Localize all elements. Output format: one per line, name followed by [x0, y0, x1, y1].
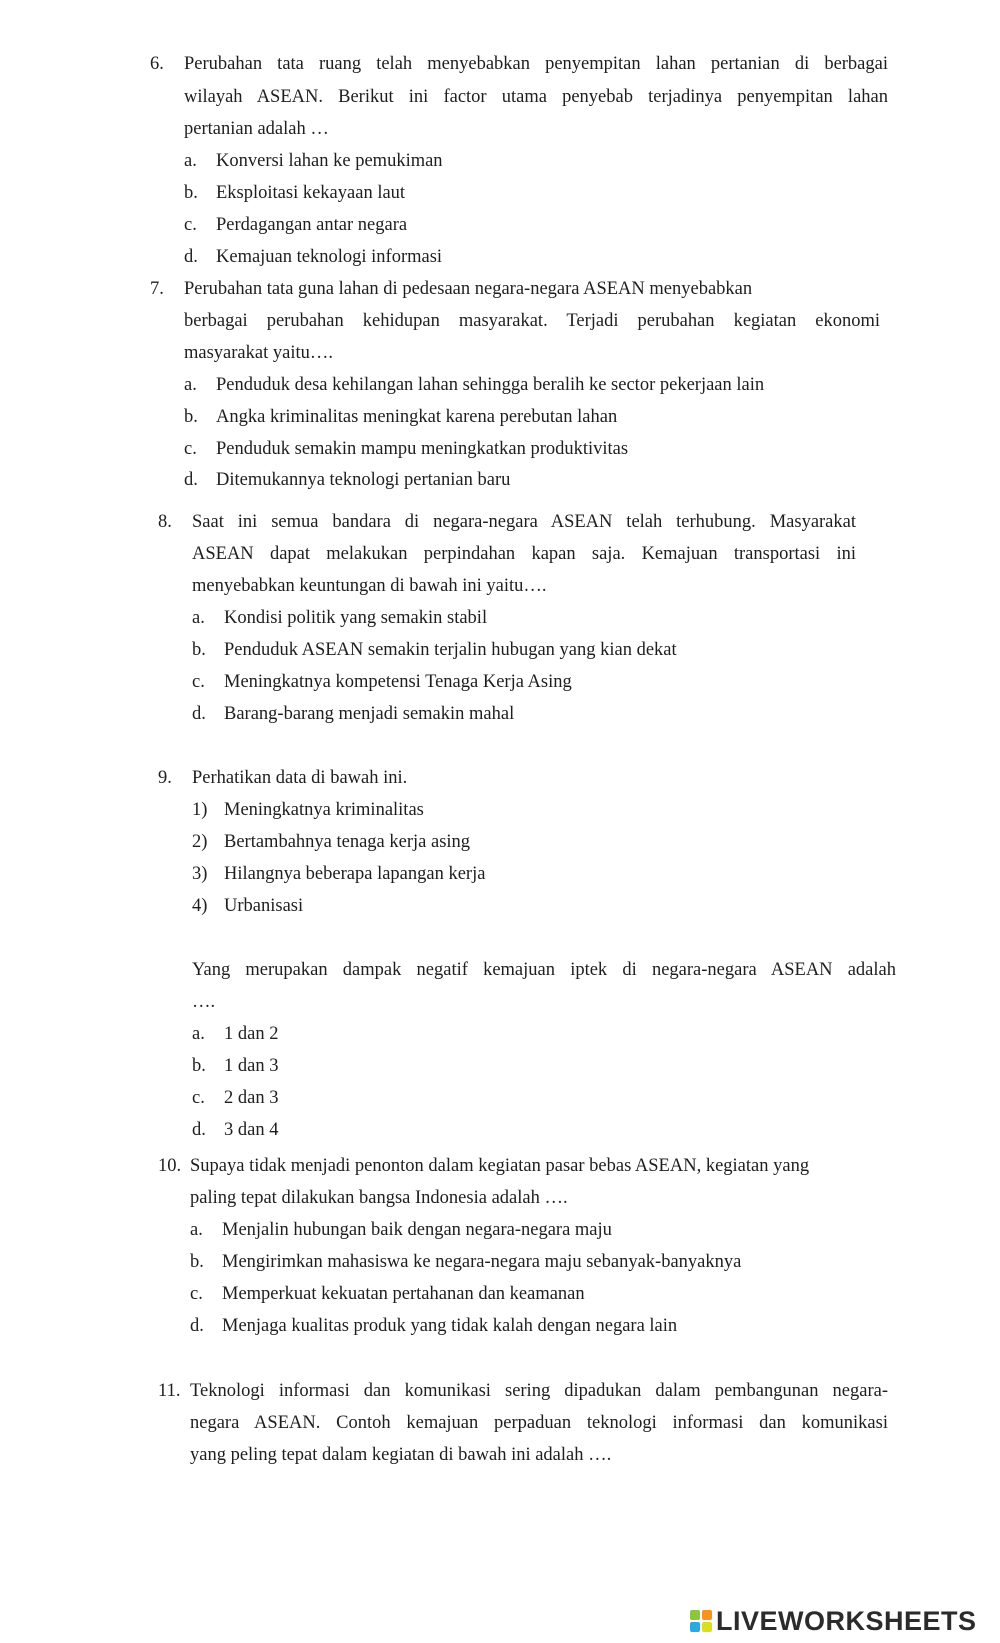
logo-square — [690, 1610, 700, 1620]
question-stem-line: ASEAN dapat melakukan perpindahan kapan saja. Kemajuan transportasi ini — [192, 544, 856, 564]
logo-square — [702, 1610, 712, 1620]
answer-option[interactable]: Penduduk ASEAN semakin terjalin hubugan yang kian dekat — [224, 640, 677, 660]
question-stem-line: Perubahan tata ruang telah menyebabkan penyempitan lahan pertanian di berbagai — [184, 54, 888, 74]
question-stem-line: Saat ini semua bandara di negara-negara ASEAN telah terhubung. Masyarakat — [192, 512, 856, 532]
logo-square — [690, 1622, 700, 1632]
question-stem-line: Yang merupakan dampak negatif kemajuan iptek di negara-negara ASEAN adalah — [192, 960, 896, 980]
option-letter: b. — [192, 640, 206, 660]
question-stem-line: pertanian adalah … — [184, 119, 329, 139]
data-item-number: 3) — [192, 864, 208, 884]
question-number: 7. — [150, 279, 164, 299]
data-item-number: 1) — [192, 800, 208, 820]
question-stem-line: Perubahan tata guna lahan di pedesaan negara-negara ASEAN menyebabkan — [184, 279, 753, 299]
question-stem-line: menyebabkan keuntungan di bawah ini yaitu…. — [192, 576, 547, 596]
question-number: 8. — [158, 512, 172, 532]
answer-option[interactable]: Eksploitasi kekayaan laut — [216, 183, 406, 203]
option-letter: c. — [184, 439, 197, 459]
option-letter: a. — [192, 608, 205, 628]
answer-option[interactable]: Penduduk desa kehilangan lahan sehingga beralih ke sector pekerjaan lain — [216, 375, 765, 395]
answer-option[interactable]: Meningkatnya kompetensi Tenaga Kerja Asing — [224, 672, 572, 692]
option-letter: a. — [184, 151, 197, 171]
option-letter: a. — [190, 1220, 203, 1240]
option-letter: c. — [192, 672, 205, 692]
data-item: Urbanisasi — [224, 896, 304, 916]
data-item: Meningkatnya kriminalitas — [224, 800, 424, 820]
question-stem-line: negara ASEAN. Contoh kemajuan perpaduan teknologi informasi dan komunikasi — [190, 1413, 888, 1433]
answer-option[interactable]: Penduduk semakin mampu meningkatkan produktivitas — [216, 439, 629, 459]
answer-option[interactable]: 1 dan 2 — [224, 1024, 279, 1044]
question-stem-line: …. — [192, 992, 216, 1012]
option-letter: a. — [192, 1024, 205, 1044]
answer-option[interactable]: 1 dan 3 — [224, 1056, 279, 1076]
question-number: 10. — [158, 1156, 182, 1176]
question-stem-line: berbagai perubahan kehidupan masyarakat. Terjadi perubahan kegiatan ekonomi — [184, 311, 880, 331]
option-letter: b. — [192, 1056, 206, 1076]
logo-square — [702, 1622, 712, 1632]
answer-option[interactable]: Konversi lahan ke pemukiman — [216, 151, 443, 171]
question-stem-line: Supaya tidak menjadi penonton dalam kegiatan pasar bebas ASEAN, kegiatan yang — [190, 1156, 810, 1176]
option-letter: b. — [190, 1252, 204, 1272]
question-stem-line: wilayah ASEAN. Berikut ini factor utama penyebab terjadinya penyempitan lahan — [184, 87, 888, 107]
liveworksheets-watermark — [690, 1606, 977, 1636]
option-letter: d. — [184, 247, 198, 267]
data-item-number: 4) — [192, 896, 208, 916]
question-stem-line: paling tepat dilakukan bangsa Indonesia adalah …. — [190, 1188, 568, 1208]
answer-option[interactable]: Barang-barang menjadi semakin mahal — [224, 704, 515, 724]
answer-option[interactable]: Memperkuat kekuatan pertahanan dan keamanan — [222, 1284, 585, 1304]
answer-option[interactable]: 3 dan 4 — [224, 1120, 279, 1140]
question-number: 11. — [158, 1381, 181, 1401]
question-stem-line: Teknologi informasi dan komunikasi sering dipadukan dalam pembangunan negara- — [190, 1381, 888, 1401]
question-number: 6. — [150, 54, 164, 74]
option-letter: c. — [184, 215, 197, 235]
option-letter: c. — [190, 1284, 203, 1304]
option-letter: d. — [192, 1120, 206, 1140]
question-stem-line: yang peling tepat dalam kegiatan di bawah ini adalah …. — [190, 1445, 612, 1465]
answer-option[interactable]: 2 dan 3 — [224, 1088, 279, 1108]
option-letter: b. — [184, 183, 198, 203]
answer-option[interactable]: Mengirimkan mahasiswa ke negara-negara maju sebanyak-banyaknya — [222, 1252, 742, 1272]
data-item-number: 2) — [192, 832, 208, 852]
liveworksheets-logo-icon — [690, 1610, 712, 1632]
option-letter: d. — [190, 1316, 204, 1336]
question-number: 9. — [158, 768, 172, 788]
data-item: Hilangnya beberapa lapangan kerja — [224, 864, 486, 884]
option-letter: b. — [184, 407, 198, 427]
data-item: Bertambahnya tenaga kerja asing — [224, 832, 471, 852]
option-letter: d. — [184, 470, 198, 490]
answer-option[interactable]: Kemajuan teknologi informasi — [216, 247, 443, 267]
watermark-text: LIVEWORKSHEETS — [716, 1605, 977, 1636]
answer-option[interactable]: Kondisi politik yang semakin stabil — [224, 608, 488, 628]
answer-option[interactable]: Menjalin hubungan baik dengan negara-negara maju — [222, 1220, 612, 1240]
answer-option[interactable]: Menjaga kualitas produk yang tidak kalah dengan negara lain — [222, 1316, 678, 1336]
answer-option[interactable]: Angka kriminalitas meningkat karena perebutan lahan — [216, 407, 618, 427]
question-intro: Perhatikan data di bawah ini. — [192, 768, 408, 788]
option-letter: c. — [192, 1088, 205, 1108]
answer-option[interactable]: Perdagangan antar negara — [216, 215, 408, 235]
answer-option[interactable]: Ditemukannya teknologi pertanian baru — [216, 470, 511, 490]
option-letter: a. — [184, 375, 197, 395]
question-stem-line: masyarakat yaitu…. — [184, 343, 333, 363]
option-letter: d. — [192, 704, 206, 724]
